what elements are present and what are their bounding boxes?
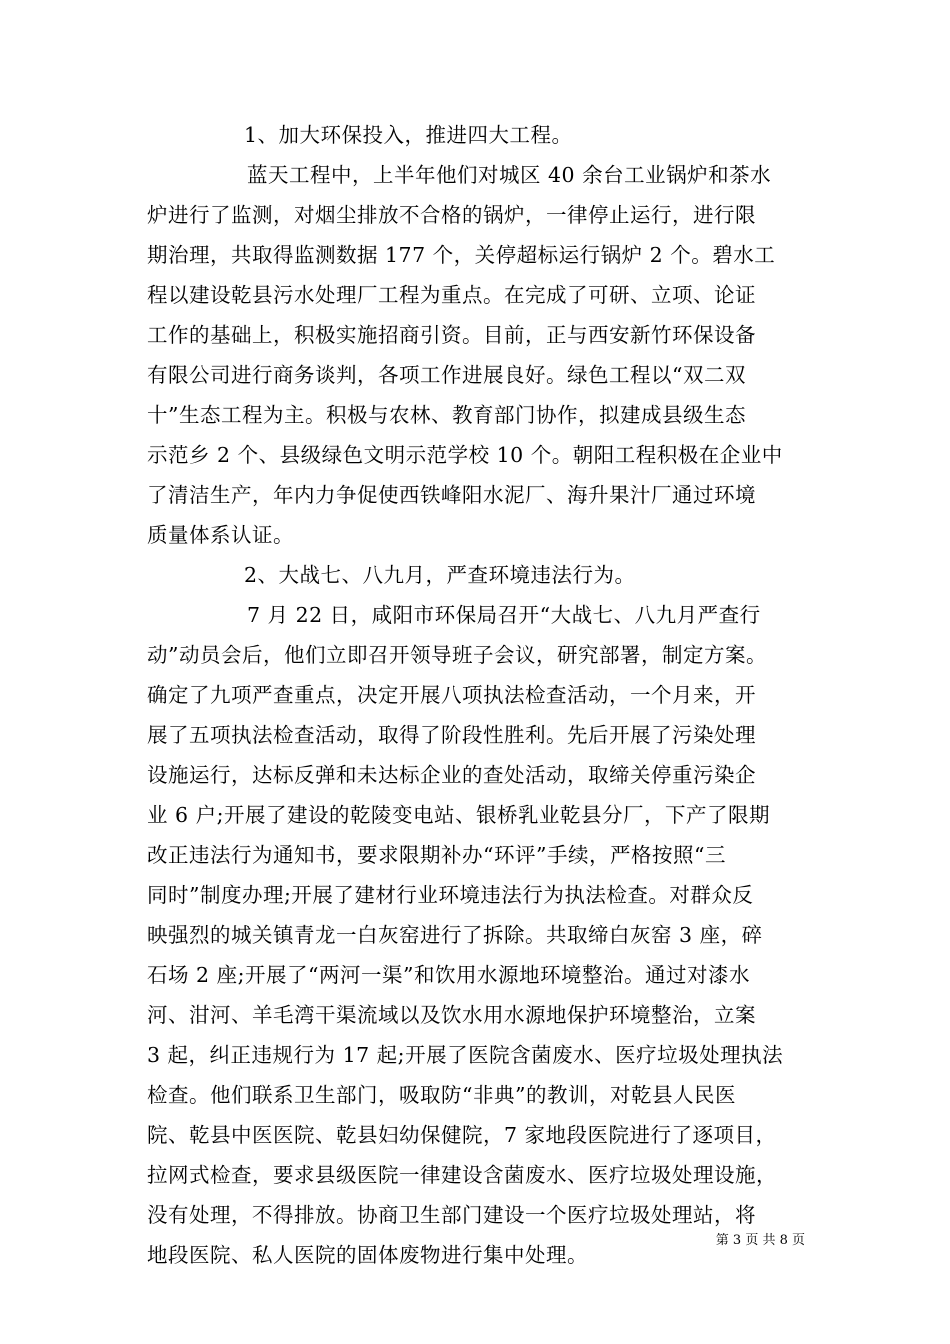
paragraph-line: 有限公司进行商务谈判，各项工作进展良好。绿色工程以“双二双	[147, 363, 746, 387]
paragraph-line: 程以建设乾县污水处理厂工程为重点。在完成了可研、立项、论证	[147, 283, 756, 307]
paragraph-line: 蓝天工程中，上半年他们对城区 40 余台工业锅炉和茶水	[247, 163, 772, 187]
paragraph-line: 7 月 22 日，咸阳市环保局召开“大战七、八九月严查行	[247, 603, 761, 627]
paragraph-line: 期治理，共取得监测数据 177 个，关停超标运行锅炉 2 个。碧水工	[147, 243, 776, 267]
paragraph-line: 设施运行，达标反弹和未达标企业的查处活动，取缔关停重污染企	[147, 763, 756, 787]
paragraph-line: 了清洁生产，年内力争促使西铁峰阳水泥厂、海升果汁厂通过环境	[147, 483, 756, 507]
paragraph-line: 同时”制度办理;开展了建材行业环境违法行为执法检查。对群众反	[147, 883, 754, 907]
heading-2: 2、大战七、八九月，严查环境违法行为。	[244, 563, 636, 587]
paragraph-line: 展了五项执法检查活动，取得了阶段性胜利。先后开展了污染处理	[147, 723, 756, 747]
paragraph-line: 3 起，纠正违规行为 17 起;开展了医院含菌废水、医疗垃圾处理执法	[147, 1043, 784, 1067]
paragraph-line: 质量体系认证。	[147, 523, 294, 547]
paragraph-line: 业 6 户;开展了建设的乾陵变电站、银桥乳业乾县分厂，下产了限期	[147, 803, 770, 827]
paragraph-line: 示范乡 2 个、县级绿色文明示范学校 10 个。朝阳工程积极在企业中	[147, 443, 783, 467]
paragraph-line: 映强烈的城关镇青龙一白灰窑进行了拆除。共取缔白灰窑 3 座，碎	[147, 923, 763, 947]
paragraph-line: 拉网式检查，要求县级医院一律建设含菌废水、医疗垃圾处理设施，	[147, 1163, 777, 1187]
paragraph-line: 改正违法行为通知书，要求限期补办“环评”手续，严格按照“三	[147, 843, 726, 867]
paragraph-line: 没有处理，不得排放。协商卫生部门建设一个医疗垃圾处理站，将	[147, 1203, 756, 1227]
paragraph-line: 炉进行了监测，对烟尘排放不合格的锅炉，一律停止运行，进行限	[147, 203, 756, 227]
page-number-footer: 第 3 页 共 8 页	[715, 1233, 805, 1248]
paragraph-line: 十”生态工程为主。积极与农林、教育部门协作，拟建成县级生态	[147, 403, 746, 427]
heading-1: 1、加大环保投入，推进四大工程。	[244, 123, 573, 147]
paragraph-line: 动”动员会后，他们立即召开领导班子会议，研究部署，制定方案。	[147, 643, 767, 667]
paragraph-line: 地段医院、私人医院的固体废物进行集中处理。	[147, 1243, 588, 1267]
paragraph-line: 河、泔河、羊毛湾干渠流域以及饮水用水源地保护环境整治，立案	[147, 1003, 756, 1027]
paragraph-line: 工作的基础上，积极实施招商引资。目前，正与西安新竹环保设备	[147, 323, 756, 347]
paragraph-line: 确定了九项严查重点，决定开展八项执法检查活动，一个月来，开	[147, 683, 756, 707]
paragraph-line: 院、乾县中医医院、乾县妇幼保健院，7 家地段医院进行了逐项目，	[147, 1123, 777, 1147]
paragraph-line: 石场 2 座;开展了“两河一渠”和饮用水源地环境整治。通过对漆水	[147, 963, 750, 987]
paragraph-line: 检查。他们联系卫生部门，吸取防“非典”的教训，对乾县人民医	[147, 1083, 736, 1107]
